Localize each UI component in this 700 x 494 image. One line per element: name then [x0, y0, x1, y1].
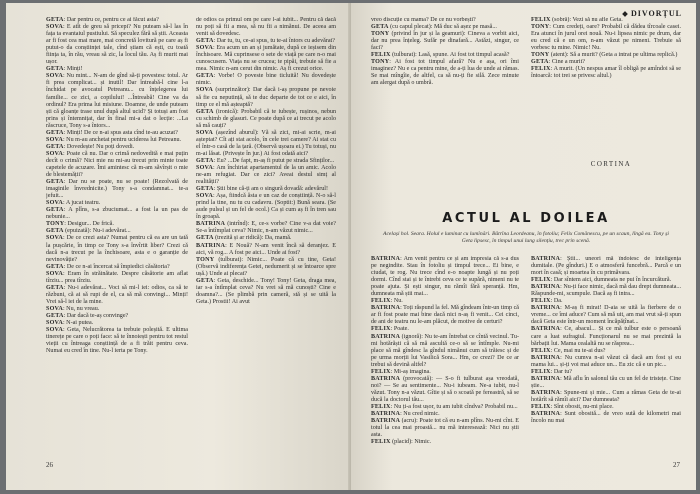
speaker-name: FELIX — [531, 368, 551, 375]
speaker-name: TONY — [196, 256, 215, 263]
dialogue-text: : Minți! De ce n-ai spus asta cînd te-au acuzat? — [63, 129, 178, 136]
dialogue-line — [46, 144, 188, 151]
dialogue-text: (ignoră): Nu te-am întrebat ce cîntă vecinul. Tu-mi hotărăști că să mă ascultă ce-o să se întîmple. Nu-mi place să mă gîndesc la gîndul nimănui cum să trăiesc și de pe urma morții lui Vasilică Sora... Hm, ce crezi? De ce ar trebui să devină altfel? — [371, 333, 519, 368]
dialogue-text: : Nu-ți face nimic, dacă mă dau drept dumneata... Răspunde-mi, scumpule. Dacă aș fi intra... — [531, 284, 681, 298]
dialogue-text: : Nu, nu vreau. — [62, 305, 100, 312]
dialogue-text: : Vorbe! O poveste bine ticluită! Nu dovedește nimic. — [196, 73, 336, 87]
speaker-name: GETA — [46, 312, 64, 319]
speaker-name: TONY — [46, 221, 65, 228]
speaker-name: FELIX — [531, 347, 551, 354]
dialogue-line — [196, 17, 336, 38]
speaker-name: GETA — [46, 143, 64, 150]
right-page-column-1 — [371, 17, 519, 169]
dialogue-text: (surprinzător): Dar dacă i-aș propune pe nevoie să fie cu neputință, să te duc departe de tot ce e aici, în timp ce el mă așteaptă? — [196, 87, 336, 108]
speaker-name: GETA — [196, 235, 214, 242]
dialogue-line — [196, 257, 336, 278]
speaker-name: BATRINA — [196, 221, 226, 228]
dialogue-text: : Toți răspund la fel. Mă gîndeam într-un timp că ar fi fost poate mai bine dacă nici n-aș fi venit... Cei cinci, de ani de teatru nu le-am plăcut, de motive de certuri? — [371, 305, 519, 326]
running-header-text: DIVORȚUL — [631, 9, 682, 18]
dialogue-line — [371, 256, 519, 298]
dialogue-line — [196, 87, 336, 108]
dialogue-text: : Nu cumva n-ai văzut că dacă am fost și eu mama lui... și-ți voi mai aduce un... Eu zic că e un pic... — [531, 354, 681, 368]
dialogue-line — [46, 207, 188, 221]
dialogue-line — [531, 348, 681, 355]
dialogue-line — [371, 59, 519, 87]
dialogue-line — [46, 179, 188, 200]
right-page-column-3 — [371, 256, 519, 461]
dialogue-text: : A jucat teatru. — [62, 200, 101, 207]
speaker-name: FELIX — [531, 277, 551, 284]
dialogue-line — [46, 271, 188, 285]
dialogue-text: : Desigur... De frică. — [64, 221, 114, 228]
dialogue-text: (ironică): Probabil că te iubește, rușinos, nebun cu schimb de glasuri. Ce poate după ce ai trecut pe acolo să mă cauți? — [196, 108, 336, 129]
page-number-left: 26 — [46, 461, 53, 469]
speaker-name: GETA — [46, 179, 64, 186]
dialogue-text: (acru): Poate tot că eu n-am plîns. Nu-mi cînt. E totul la cea mai proastă... nu mă interesează: Nici nu știi asta. — [371, 418, 519, 439]
speaker-name: GETA — [196, 277, 214, 284]
dialogue-text: (așezînd aburul): Vă să zici, mi-ai scrie, m-ai așteptat? Cît ați stat acolo, în cele trei camere? Ai stat cu el într-o casă de la țară. (Observă ușoara ei.) Tu totuși, nu m-ai lăsat. (Privește în jur.) Ai fost odată aici? — [196, 129, 336, 157]
speaker-name: SOVA — [196, 129, 213, 136]
dialogue-text: : Dar sîntem aici, dumneata ne pui în încurcătură. — [550, 277, 672, 284]
dialogue-text: : Nu mint... N-am de gînd să-ți povestesc totul. Ar fi prea complicat... și inutil! Dar întreabă-l cine l-a închidat pe avocatul Petreanu... cu înțelegerea lui familie... ce zici, a copilului! ...Întreabă! Cine va da ordinul? Era prima lui misiune. Doamne, de unde puteam ști că gloanțe trase unul după altul ucid? Și totuși am fost prins și întemnițat, dar în final mi-a dat o lecție: ...La răscruce, Tony s-a întors... — [46, 73, 188, 129]
dialogue-text: : Cum credeți, oare? Probabil că dădea tîrcoale casei. Era atunci în jurul orei nouă. Nu-i lipsea nimic pe drum, dar eu cred că e un om, n-am văzut pe nimeni. Trebuie să vorbesc tu mine. Nimic! Nu. — [531, 24, 681, 52]
speaker-name: FELIX — [371, 326, 391, 333]
dialogue-text: : Ce, abacul... Și ce mă tulbur este o persoană care a luat sufragiul. Funcționarul nu se mai prezintă la bărbații lui. Mama cealaltă nu se răsprea... — [531, 326, 681, 347]
right-page-column-4 — [531, 256, 681, 461]
speaker-name: SOVA — [46, 327, 63, 334]
speaker-name: GETA — [46, 17, 64, 23]
dialogue-text: : Nu cred nimic. — [400, 411, 440, 418]
speaker-name: SOVA — [46, 150, 63, 157]
dialogue-text: : Sînt obosit, nu-mi place. — [550, 403, 614, 410]
dialogue-text: (tulburat): Nimic... Poate că cu tine, Geta! (Observă indiferența Getei, nedumerit și se întoarce spre ușă.) Unde ai plecat? — [196, 256, 336, 277]
dialogue-text: : Minți! — [63, 66, 83, 73]
dialogue-text: : Da. — [550, 298, 563, 305]
dialogue-text: : A plîns, s-a zbuciumat... a fost la un pas de nebunie... — [46, 207, 188, 221]
speaker-name: BATRINA — [371, 333, 401, 340]
dialogue-text: : Sunt obosită... de vreo sută de kilometri mai încolo nu mai — [531, 411, 681, 425]
dialogue-text: : E atît de greu să pricepi? Nu puteam să-l las în fața ta evantaiul pustiului. Să speculez fără să știi. Aceasta ar fi fost cea mai mare, mai concretă lovitură pe care aș fi putut-o da conștiinței tale, cînd știam că ești, cu toată ființa ta, în rău, vreau să zic, la locul tău. Aș fi murit mai ușor. — [46, 24, 188, 66]
dialogue-text: : Am venit pentru ce și am impresia că s-a dus pe negindite. Stau în fotoliu și timpul trece... Ei bine, e ciudat, te rog. Nu trece cînd e-o noapte lungă și nu poți dormi. Cînd stai și te întrebi ceva ce te supără, nimeni nu te poate ajuta. Și ești singur, nu rămîi fără speranță. Hm, dumneata mă știi mai... — [371, 256, 519, 298]
dialogue-text: : Știi bine că-ți am o singură dovadă: adevărul! — [213, 186, 329, 193]
dialogue-text: : Spune-mi și mie... Cum a rămas Geta de te-ai hotărît să rămîi aici? Dar dumneata? — [531, 389, 681, 403]
dialogue-text: : Dovedește! Nu poți dovedi. — [63, 143, 135, 150]
dialogue-text: (cu capul plecat): Mă duc să așez pe masă... — [388, 24, 497, 31]
dialogue-text: : Dar nu se poate, nu se poate! (Rezolvată de imaginile învrednicite.) Tony s-a condamnat... te-a jefuit... — [46, 179, 188, 200]
open-book — [6, 3, 696, 490]
dialogue-text: : Dar pentru ce, pentru ce ai făcut asta? — [63, 17, 159, 23]
dialogue-line — [46, 320, 188, 327]
left-page-column-2 — [196, 17, 336, 437]
dialogue-line — [196, 193, 336, 221]
dialogue-text: : Eram în străinătate. Despre căsătorie am aflat tîrziu... prea tîrziu. — [46, 270, 188, 284]
dialogue-line — [46, 228, 188, 235]
dialogue-text: : N-ai putea. — [62, 320, 94, 327]
dialogue-line — [46, 264, 188, 271]
speaker-name: GETA — [196, 38, 214, 45]
dialogue-line — [371, 369, 519, 376]
dialogue-line — [196, 38, 336, 45]
dialogue-line — [371, 439, 519, 446]
dialogue-line — [46, 327, 188, 355]
speaker-name: GETA — [46, 207, 64, 214]
dialogue-line — [196, 45, 336, 73]
speaker-name: BATRINA — [371, 418, 401, 425]
dialogue-text: (provocată): — S-o fi tulburat așa vreodată, noi? — Se au sentimente... Nu-i iubeam. Ne-a iubit, nu-l văzut. Tony n-a văzut. Gîtie și să o scoată pe fereastră, să se ducă la doctorul tău... — [371, 375, 519, 403]
dialogue-line — [46, 130, 188, 137]
speaker-name: BATRINA — [531, 389, 561, 396]
speaker-name: GETA — [46, 66, 64, 73]
speaker-name: GETA — [46, 263, 64, 270]
dialogue-text: (intrînd): E, ce-s vorbe? Cine v-a dat voie? Se-a întîmplat ceva? Nimic, n-am văzut nimic... — [196, 221, 336, 235]
stage-setting: Același hol. Seara. Holul e luminat cu lumînări. Bătrîna Leordeanu, în fotoliu; Felix Comănescu, pe un scaun, lîngă ea. Tony și Geta lipsesc, în timpul unui lung silențiu, trec prin scenă. — [383, 231, 669, 244]
speaker-name: GETA — [196, 73, 214, 80]
dialogue-line — [531, 66, 681, 80]
dialogue-line — [531, 326, 681, 347]
dialogue-text: : Mă aflu în salonul tău cu un fel de tristețe. Cine știe... — [531, 375, 681, 389]
speaker-name: TONY — [371, 31, 390, 38]
dialogue-line — [46, 285, 188, 306]
dialogue-text: : Mi-aș imagina. — [390, 368, 431, 375]
dialogue-line — [531, 369, 681, 376]
speaker-name: BATRINA — [531, 354, 561, 361]
speaker-name: FELIX — [531, 17, 551, 23]
dialogue-text: : A murit. (Un nespus amar îl obligă pe amîndoi să se întoarcă: tot trei se privesc altul.) — [531, 66, 681, 80]
speaker-name: GETA — [196, 108, 214, 115]
speaker-name: BATRINA — [531, 411, 561, 418]
dialogue-line — [46, 313, 188, 320]
dialogue-line — [46, 235, 188, 263]
speaker-name: FELIX — [371, 439, 391, 446]
speaker-name: FELIX — [371, 368, 391, 375]
left-page-column-1 — [46, 17, 188, 437]
speaker-name: FELIX — [371, 298, 391, 305]
dialogue-line — [196, 243, 336, 257]
dialogue-line — [371, 404, 519, 411]
dialogue-line — [46, 66, 188, 73]
speaker-name: SOVA — [196, 87, 213, 94]
dialogue-line — [531, 17, 681, 24]
speaker-name: SOVA — [196, 164, 213, 171]
speaker-name: FELIX — [531, 66, 551, 73]
speaker-name: FELIX — [371, 403, 391, 410]
dialogue-text: : Nu. — [390, 298, 403, 305]
dialogue-line — [196, 73, 336, 87]
speaker-name: BATRINA — [531, 375, 561, 382]
dialogue-text: : Dar dacă te-aș convinge? — [63, 312, 129, 319]
dialogue-text: : Nu m-au anchetat pentru uciderea lui Petreanu. — [62, 136, 182, 143]
dialogue-text: (sobră): Vezi să nu afle Geta. — [550, 17, 623, 23]
dialogue-text: : Cine a murit? — [548, 59, 586, 66]
dialogue-text: : De ce crezi asta? Numai pentru că ea are un tată la pușcărie, în timp ce Tony s-a învîrtit liber? Crezi că dacă n-a trecut pe la închisoare, asta e o garanție de nevinovăție? — [46, 235, 188, 263]
dialogue-line — [531, 376, 681, 390]
dialogue-line — [371, 31, 519, 52]
dialogue-line — [46, 151, 188, 179]
dialogue-line — [531, 404, 681, 411]
dialogue-text: : Geta, Nelucrătorea ta trebuie poleșită. E ultima tinerețe pe care o poți face: să te înnoiești pentru tot restul vieții cu întreaga conștiință de a fi trăit pentru ceva. Numai eu cred în tine. Nu-l ierta pe Tony. — [46, 327, 188, 355]
dialogue-line — [46, 137, 188, 144]
dialogue-line — [371, 376, 519, 404]
dialogue-line — [531, 355, 681, 369]
speaker-name: SOVA — [196, 193, 213, 200]
dialogue-line — [196, 235, 336, 242]
speaker-name: SOVA — [196, 45, 213, 52]
speaker-name: GETA — [531, 59, 549, 66]
dialogue-text: : Eu? ...De fapt, m-aș fi putut pe strada Sfinților... — [213, 157, 335, 164]
speaker-name: GETA — [46, 284, 64, 291]
dialogue-line — [531, 24, 681, 52]
dialogue-text: : Știi... uneori mă îndoiesc de inteligența dumitale. (Pe gînduri.) E o atmosferă funcebră... Parcă e un mort în casă; și moartea în cu primăvara. — [531, 256, 681, 277]
dialogue-text: (placid): Nimic. — [390, 439, 432, 446]
dialogue-line — [196, 109, 336, 130]
speaker-name: SOVA — [46, 305, 63, 312]
speaker-name: BATRINA — [531, 284, 561, 291]
dialogue-text: : Nu-i adevărat... Voci să mi-l iei: odios, ca să te răzbuni, că ai să rupi de el, ca să mă convingi... Minți! Vrei să-l iei de la mine. — [46, 284, 188, 305]
dialogue-text: : Geta, deschide... Tony! Tony! Geta, draga mea, iar s-a întîmplat ceva? Nu vrei să mă cunoști? Cine e doamna?... (Se plimbă prin cameră, stă și se uită la Geta.) Prostii! Ai avut — [196, 277, 336, 305]
dialogue-text: : Poate că nu. Dar o crimă nedovedită e mai puțin decît o crimă? Nici mie nu mi-au trecut prin minte toate capetele de acuzare. Îmi amintesc că m-am săvîrșit o mie de blestemății? — [46, 150, 188, 179]
dialogue-text: : Ai fost tot timpul afară? Nu e așa, ori îmi imaginez? Nu e ca pentru mine, de a-ți lua de unde ai rămas. Se mai mîngîie, de altfel, ca să nu-ți fie silă. Zece minute am alergat după o umbră. — [371, 59, 519, 87]
dialogue-text: : Dar tu? — [550, 368, 572, 375]
speaker-name: GETA — [46, 129, 64, 136]
dialogue-line — [196, 158, 336, 165]
speaker-name: GETA — [46, 228, 64, 235]
dialogue-line — [531, 52, 681, 59]
speaker-name: SOVA — [46, 270, 63, 277]
dialogue-line — [371, 334, 519, 369]
dialogue-text: : Ce, mai nu te-ai dus? — [550, 347, 606, 354]
speaker-name: BATRINA — [371, 411, 401, 418]
speaker-name: SOVA — [46, 235, 63, 242]
speaker-name: SOVA — [46, 320, 63, 327]
dialogue-line — [196, 278, 336, 306]
dialogue-line — [46, 73, 188, 129]
dialogue-text: : Am închiriat apartamentul de la un amic. Acolo ne-am refugiat. Dar ce zici? Aveai destul simț al realității? — [196, 164, 336, 186]
dialogue-line — [531, 305, 681, 326]
speaker-name: SOVA — [46, 136, 63, 143]
dialogue-line — [196, 130, 336, 158]
speaker-name: SOVA — [46, 73, 63, 80]
dialogue-text: : Poate. — [390, 326, 409, 333]
left-page — [6, 3, 351, 490]
dialogue-line — [196, 165, 336, 186]
speaker-name: GETA — [196, 186, 214, 193]
dialogue-line — [46, 17, 188, 24]
dialogue-text: : De ce n-ai încercat să împiedici căsătoria? — [63, 263, 170, 270]
speaker-name: BATRINA — [531, 326, 561, 333]
dialogue-text: : Dar tu, tu, ce-ai spus, tu te-ai întors cu adevărat? — [213, 38, 335, 45]
speaker-name: SOVA — [46, 24, 63, 31]
dialogue-text: (atent): Să a murit? (Geta a intrat pe ultima replică.) — [549, 52, 678, 59]
dialogue-text: : Nu ți-a fost ușor, tu am iubit cîndva? Probabil nu... — [390, 403, 518, 410]
dialogue-line — [46, 24, 188, 66]
right-page-column-2 — [531, 17, 681, 169]
dialogue-line — [371, 418, 519, 439]
speaker-name: GETA — [196, 157, 214, 164]
dialogue-line — [46, 306, 188, 313]
speaker-name: TONY — [531, 52, 550, 59]
speaker-name: BATRINA — [531, 305, 561, 312]
speaker-name: BATRINA — [196, 242, 226, 249]
right-page — [351, 3, 696, 490]
speaker-name: BATRINA — [531, 256, 561, 262]
dialogue-line — [371, 326, 519, 333]
act-title: ACTUL AL DOILEA — [442, 211, 610, 226]
dialogue-line — [531, 256, 681, 277]
dialogue-line — [371, 17, 519, 24]
speaker-name: BATRINA — [371, 256, 401, 262]
speaker-name: TONY — [371, 59, 390, 66]
dialogue-text: (epuizată): Nu-i adevărat... — [63, 228, 131, 235]
speaker-name: FELIX — [531, 298, 551, 305]
curtain-note: CORTINA — [590, 160, 632, 168]
dialogue-text: : E Nouă? N-am venit încă să deranjez. E aici, vă rog... A fost pe aici... Unde ai fost? — [196, 242, 336, 256]
speaker-name: GETA — [371, 24, 389, 31]
page-number-right: 27 — [673, 461, 680, 469]
dialogue-text: : M-aș fi mirat! D-aia se uită la fierbere de o vreme... ce îmi aduce? Cum să mă uit, am mai vrut să-ți spun dacă Geta este într-un moment încăpățînat... — [531, 305, 681, 326]
speaker-name: FELIX — [531, 403, 551, 410]
dialogue-line — [196, 221, 336, 235]
dialogue-line — [531, 411, 681, 425]
speaker-name: BATRINA — [371, 375, 401, 382]
dialogue-text: (trezită și ar ridică): Da, mamă. — [213, 235, 292, 242]
dialogue-line — [531, 284, 681, 298]
speaker-name: TONY — [531, 24, 550, 31]
dialogue-line — [371, 305, 519, 326]
dialogue-text: de odios ca primul om pe care l-ai iubit... Pentru că dacă nu poți să fii a mea, să nu fii a nimănui. De aceea am venit să dovedesc. — [196, 17, 336, 38]
speaker-name: SOVA — [46, 200, 63, 207]
speaker-name: FELIX — [371, 52, 391, 59]
dialogue-text: : Așa, fiindcă ăsta e un caz de conștiință. N-o să-l prind la tine, nu tu cu cadavru. (Soptit:) Bună seara. (Se aude pulsul și un fel de ocol.) Ca și cum aș fi în tren sau în groapă. — [196, 193, 336, 221]
dialogue-text: : Era acum un an și jumătate, după ce ieșisem din închisoare. Mă cuprinsese o sete de viață pe care n-o mai cunoscusem. Viața nu se crucea; te pipăi, trebuie să fie a mea. Nimic n-am cerut din nimic. Aș fi crezut orice. — [196, 45, 336, 73]
speaker-name: BATRINA — [371, 305, 401, 312]
dialogue-text: (tulburat): Lasă, spune. Ai fost tot timpul acasă? — [390, 52, 510, 59]
dialogue-line — [531, 390, 681, 404]
dialogue-text: (privind în jur și la geamuri): Cineva a vorbit aici, dar nu prea înțeleg. Sufăr pe dinafară... Astăzi, singur, ce faci? — [371, 31, 519, 52]
dialogue-text: vreo discuție cu mama? De ce nu vorbești? — [371, 17, 476, 23]
